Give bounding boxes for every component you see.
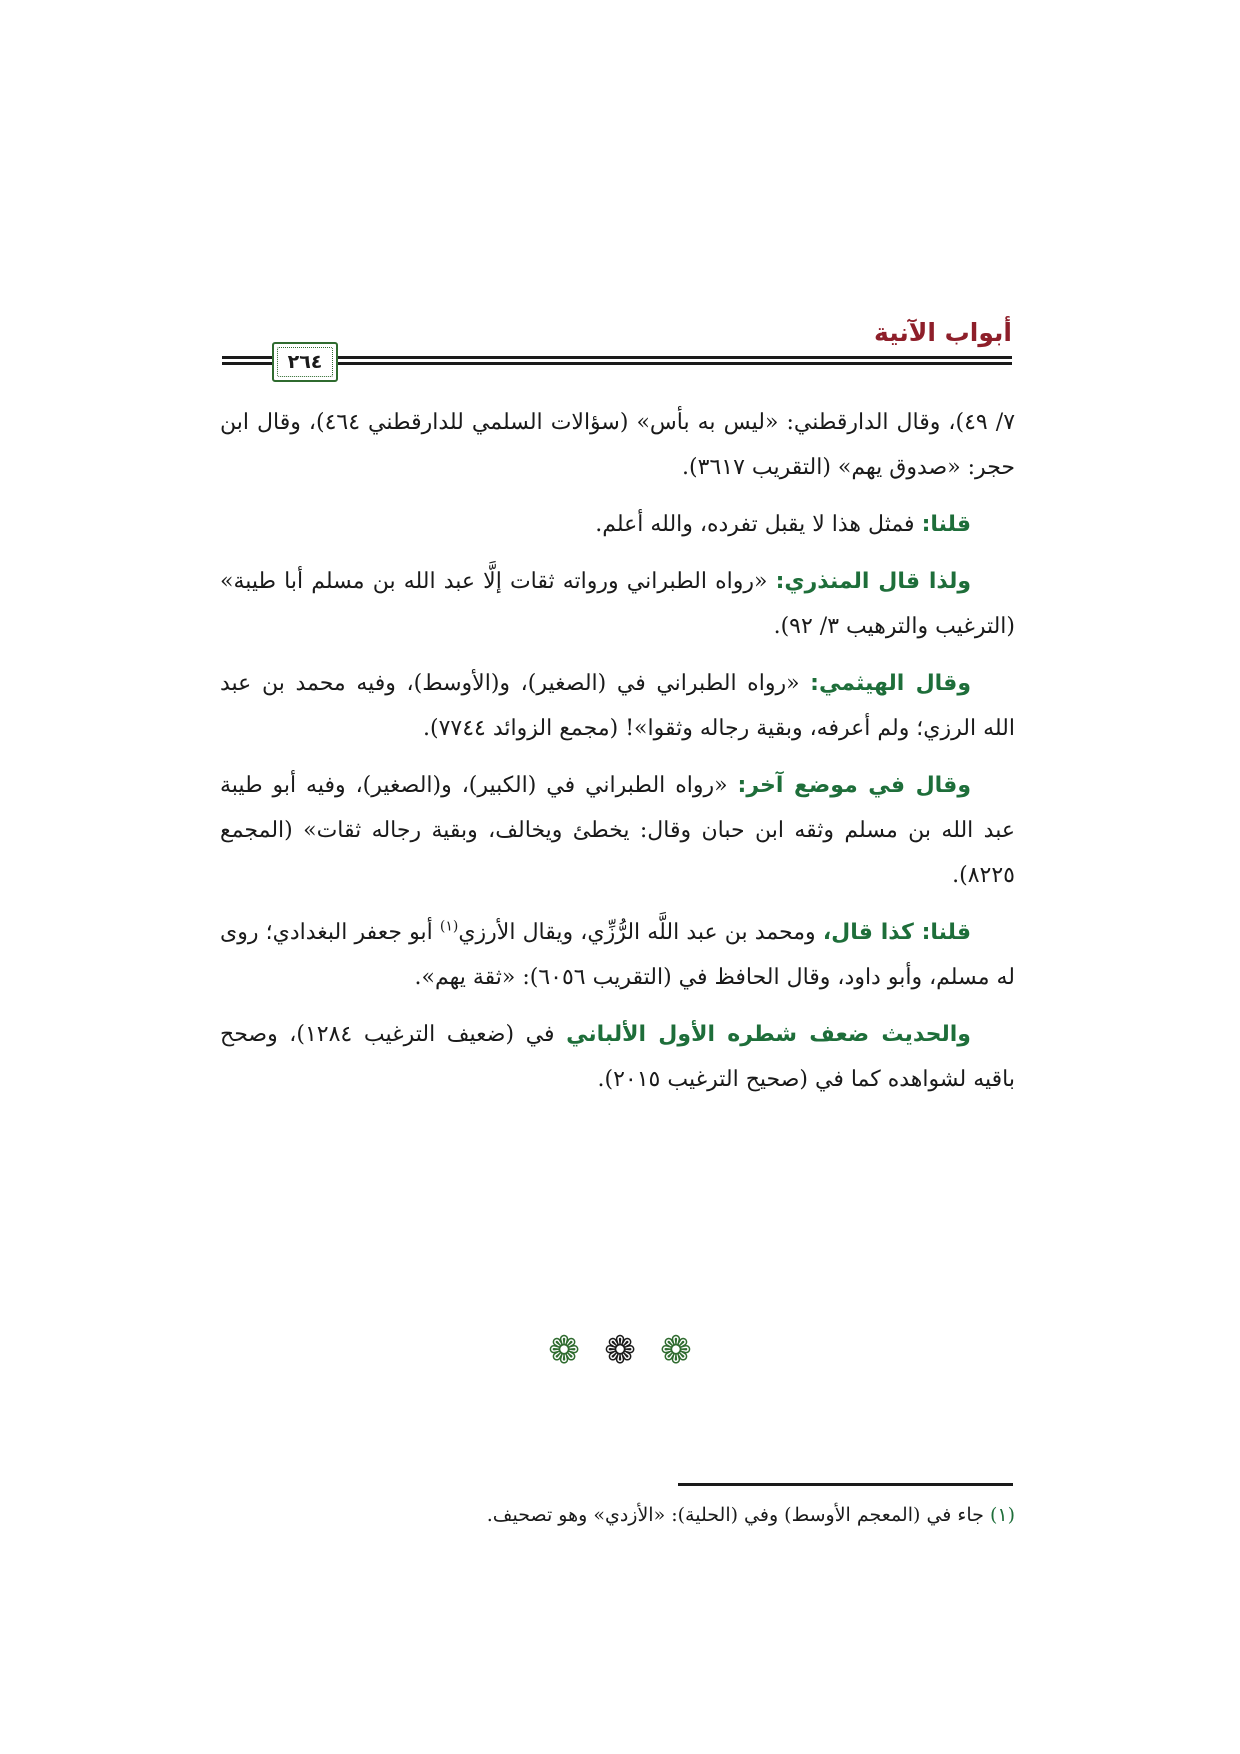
paragraph bbox=[220, 910, 1015, 1000]
footnote bbox=[220, 1497, 1015, 1533]
paragraph-lead: والحديث ضعف شطره الأول الألباني bbox=[566, 1022, 971, 1047]
paragraph-text: في (ضعيف الترغيب ١٢٨٤)، وصحح باقيه لشواهده كما في (صحيح الترغيب ٢٠١٥). bbox=[220, 1022, 1015, 1092]
paragraph-text: فمثل هذا لا يقبل تفرده، والله أعلم. bbox=[595, 512, 922, 537]
paragraph bbox=[220, 400, 1015, 490]
paragraph bbox=[220, 559, 1015, 649]
paragraph-lead: قلنا: كذا قال، bbox=[822, 920, 971, 945]
footnote-reference: (١) bbox=[439, 918, 459, 935]
footnote-text: جاء في (المعجم الأوسط) وفي (الحلية): «الأزدي» وهو تصحيف. bbox=[486, 1504, 990, 1526]
paragraph bbox=[220, 502, 1015, 547]
paragraph bbox=[220, 661, 1015, 751]
header-rule bbox=[222, 356, 1012, 359]
chapter-title: أبواب الآنية bbox=[874, 318, 1012, 347]
paragraph-lead: قلنا: bbox=[921, 512, 971, 537]
main-text bbox=[220, 400, 1015, 1114]
page-header bbox=[222, 312, 1012, 388]
paragraph-text: ٧/ ٤٩)، وقال الدارقطني: «ليس به بأس» (سؤالات السلمي للدارقطني ٤٦٤)، وقال ابن حجر: «صدوق يهم» (التقريب ٣٦١٧). bbox=[220, 410, 1016, 480]
paragraph bbox=[220, 1012, 1015, 1102]
paragraph-text: ومحمد بن عبد اللَّه الرُّزِّي، ويقال الأرزي bbox=[458, 920, 823, 945]
paragraph-text: «رواه الطبراني في (الصغير)، و(الأوسط)، وفيه محمد بن عبد الله الرزي؛ ولم أعرفه، وبقية رجاله وثقوا»! (مجمع الزوائد ٧٧٤٤). bbox=[220, 671, 1015, 741]
page-number-badge bbox=[272, 342, 338, 382]
header-rule bbox=[222, 362, 1012, 365]
page-number: ٢٦٤ bbox=[287, 351, 323, 373]
footnote-number: (١) bbox=[989, 1504, 1015, 1526]
paragraph-lead: وقال الهيثمي: bbox=[810, 671, 971, 696]
ornament-flower-icon: ❁ bbox=[548, 1328, 580, 1372]
footnote-separator bbox=[678, 1483, 1013, 1486]
paragraph-lead: ولذا قال المنذري: bbox=[775, 569, 972, 594]
paragraph-text: أبو جعفر البغدادي؛ روى له مسلم، وأبو داود، وقال الحافظ في (التقريب ٦٠٥٦): «ثقة يهم». bbox=[220, 920, 1015, 990]
ornament-flower-icon: ❁ bbox=[660, 1328, 692, 1372]
paragraph-text: «رواه الطبراني ورواته ثقات إلَّا عبد الله بن مسلم أبا طيبة» (الترغيب والترهيب ٣/ ٩٢). bbox=[220, 569, 1015, 639]
paragraph-text: «رواه الطبراني في (الكبير)، و(الصغير)، وفيه أبو طيبة عبد الله بن مسلم وثقه ابن حبان وقال: يخطئ ويخالف، وبقية رجاله ثقات» (المجمع ٨٢٢٥). bbox=[220, 773, 1015, 888]
ornament-flower-icon: ❁ bbox=[604, 1328, 636, 1372]
paragraph bbox=[220, 763, 1015, 898]
paragraph-lead: وقال في موضع آخر: bbox=[737, 773, 972, 798]
section-ornament bbox=[0, 1330, 1240, 1370]
